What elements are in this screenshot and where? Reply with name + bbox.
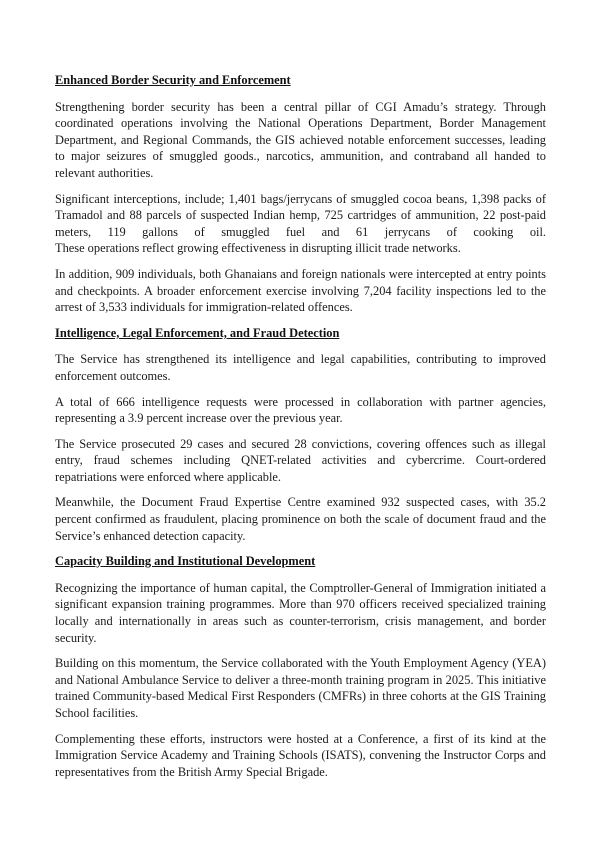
paragraph: Recognizing the importance of human capital, the Comptroller-General of Immigration initiated a significant expansion training programmes. More than 970 officers received specialized training locally and internationally in areas such as counter-terrorism, crisis management, and border security.	[55, 580, 546, 645]
paragraph: The Service has strengthened its intelligence and legal capabilities, contributing to improved enforcement outcomes.	[55, 352, 546, 383]
section-border-security	[55, 72, 546, 316]
paragraph: A total of 666 intelligence requests were processed in collaboration with partner agencies, representing a 3.9 percent increase over the previous year.	[55, 394, 546, 426]
paragraph: These operations reflect growing effectiveness in disrupting illicit trade networks.	[55, 241, 461, 256]
paragraph: Meanwhile, the Document Fraud Expertise Centre examined 932 suspected cases, with 35.2 percent confirmed as fraudulent, placing prominence on both the scale of document fraud and the Service’s enhanced detection capacity.	[55, 495, 546, 543]
section-heading: Capacity Building and Institutional Development	[55, 554, 316, 569]
document-page	[55, 72, 546, 789]
section-capacity-building	[55, 553, 546, 780]
paragraph: Significant interceptions, include; 1,401 bags/jerrycans of smuggled cocoa beans, 1,398 packs of Tramadol and 88 parcels of suspected Indian hemp, 725 cartridges of ammunition, 22 post-paid meters, 119 gallons of smuggled fuel and 61 jerrycans of cooking oil.	[55, 191, 546, 239]
paragraph: Complementing these efforts, instructors were hosted at a Conference, a first of its kind at the Immigration Service Academy and Training Schools (ISATS), convening the Instructor Corps and representatives from the British Army Special Brigade.	[55, 731, 546, 779]
section-intelligence-legal	[55, 325, 546, 545]
paragraph-group	[55, 191, 546, 257]
paragraph: Strengthening border security has been a central pillar of CGI Amadu’s strategy. Through coordinated operations involving the National Operations Department, Border Management Department, and Regional Commands, the GIS achieved notable enforcement successes, leading to major seizures of smuggled goods., narcotics, ammunition, and contraband all handed to relevant authorities.	[55, 99, 546, 180]
paragraph: Building on this momentum, the Service collaborated with the Youth Employment Agency (YEA) and National Ambulance Service to deliver a three-month training program in 2025. This initiative trained Community-based Medical First Responders (CMFRs) in three cohorts at the GIS Training School facilities.	[55, 656, 546, 720]
paragraph: In addition, 909 individuals, both Ghanaians and foreign nationals were intercepted at entry points and checkpoints. A broader enforcement exercise involving 7,204 facility inspections led to the arrest of 3,533 individuals for immigration-related offences.	[55, 266, 546, 315]
section-heading: Intelligence, Legal Enforcement, and Fraud Detection	[55, 325, 340, 340]
paragraph: The Service prosecuted 29 cases and secured 28 convictions, covering offences such as illegal entry, fraud schemes including QNET-related activities and cybercrime. Court-ordered repatriations were enforced where applicable.	[55, 436, 546, 484]
section-heading: Enhanced Border Security and Enforcement	[55, 73, 291, 87]
